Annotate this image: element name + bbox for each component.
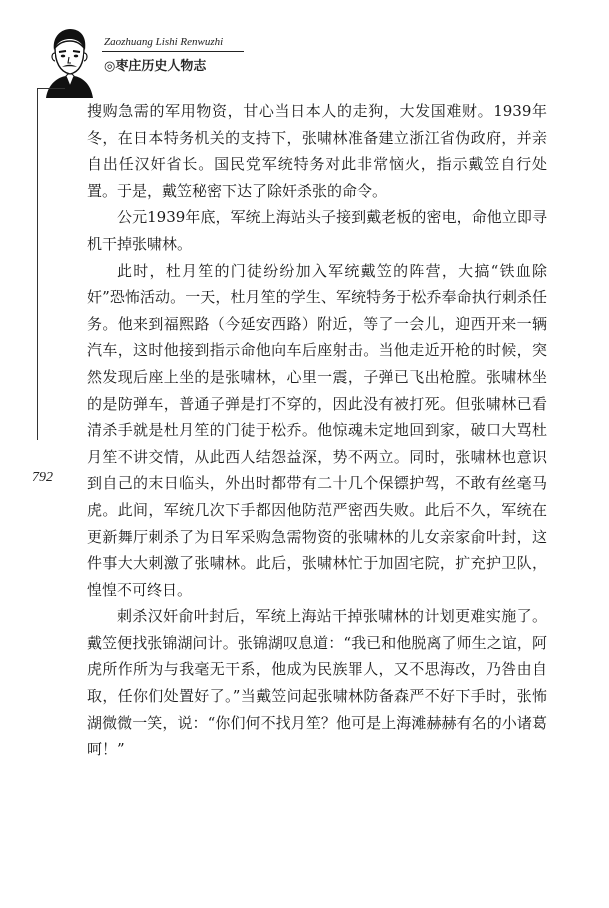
header-rule [102, 51, 244, 52]
paragraph: 刺杀汉奸俞叶封后，军统上海站干掉张啸林的计划更难实施了。戴笠便找张锦湖问计。张锦湖叹息道：“我已和他脱离了师生之谊，阿虎所作所为与我毫无干系，他成为民族罪人，又不思海改，乃咎由自取，任你们处置好了。”当戴笠问起张啸林防备森严不好下手时，张怖湖微微一笑，说：“你们何不找月笙？他可是上海滩赫赫有名的小诸葛呵！” [87, 607, 547, 759]
body-text [87, 98, 547, 763]
page-number: 792 [32, 470, 53, 485]
running-header-latin: Zaozhuang Lishi Renwuzhi [104, 36, 224, 48]
paragraph: 搜购急需的军用物资，甘心当日本人的走狗，大发国难财。1939年冬，在日本特务机关的支持下，张啸林准备建立浙江省伪政府，并亲自出任汉奸省长。国民党军统特务对此非常恼火，指示戴笠自行处置。于是，戴笠秘密下达了除奸杀张的命令。 [87, 102, 547, 200]
paragraph: 公元1939年底，军统上海站头子接到戴老板的密电，命他立即寻机干掉张啸林。 [87, 208, 547, 253]
margin-rule-vertical [37, 88, 38, 440]
paragraph: 此时，杜月笙的门徒纷纷加入军统戴笠的阵营，大搞“铁血除奸”恐怖活动。一天，杜月笙的学生、军统特务于松乔奉命执行刺杀任务。他来到福熙路（今延安西路）附近，等了一会儿，迎西开来一辆汽车，这时他接到指示命他向车后座射击。当他走近开枪的时候，突然发现后座上坐的是张啸林，心里一震，子弹已飞出枪膛。张啸林坐的是防弹车，普通子弹是打不穿的，因此没有被打死。但张啸林已看清杀手就是杜月笙的门徒于松乔。他惊魂未定地回到家，破口大骂杜月笙不讲交情，从此西人结怨益深，势不两立。同时，张啸林也意识到自己的末日临头，外出时都带有二十几个保镖护驾，不敢有丝毫马虎。此间，军统几次下手都因他防范严密西失败。此后不久，军统在更新舞厅刺杀了为日军采购急需物资的张啸林的儿女亲家俞叶封，这件事大大刺激了张啸林。此后，张啸林忙于加固宅院，扩充护卫队，惶惶不可终日。 [87, 261, 547, 599]
running-header-chinese: ◎枣庄历史人物志 [104, 59, 207, 74]
margin-rule-horizontal [37, 88, 65, 89]
